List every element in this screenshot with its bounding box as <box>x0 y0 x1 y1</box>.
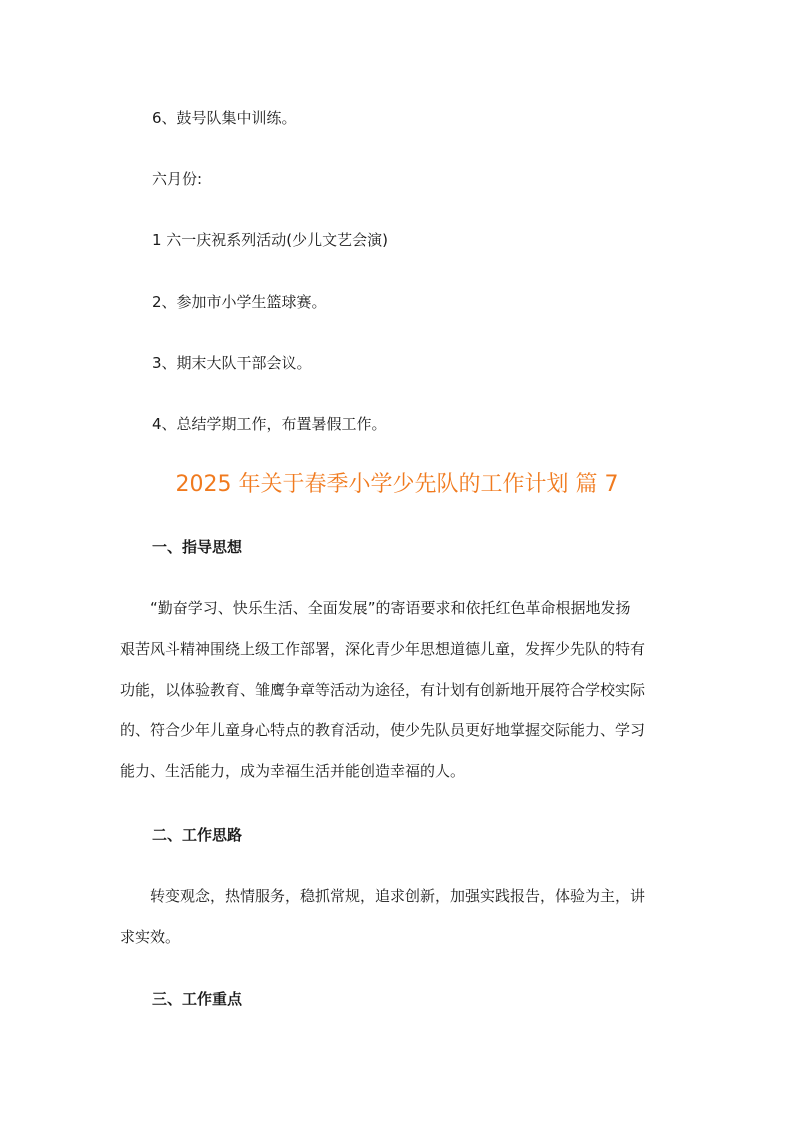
list-item: 六月份: <box>152 170 203 188</box>
list-item: 3、期末大队干部会议。 <box>152 354 312 372</box>
paragraph-line: 功能，以体验教育、雏鹰争章等活动为途径，有计划有创新地开展符合学校实际 <box>120 680 646 699</box>
paragraph-work-approach <box>120 876 680 958</box>
list-item: 6、鼓号队集中训练。 <box>152 109 297 127</box>
paragraph-line: 艰苦风斗精神围绕上级工作部署，深化青少年思想道德儿童，发挥少先队的特有 <box>120 639 646 658</box>
section-title: 2025 年关于春季小学少先队的工作计划 篇 7 <box>175 472 619 497</box>
paragraph-line: “勤奋学习、快乐生活、全面发展”的寄语要求和依托红色革命根据地发扬 <box>150 599 631 617</box>
paragraph-line: 转变观念，热情服务，稳抓常规，追求创新，加强实践报告，体验为主，讲 <box>150 887 646 905</box>
paragraph-guiding-ideology <box>120 588 680 792</box>
heading-work-focus: 三、工作重点 <box>152 990 243 1008</box>
list-item: 1 六一庆祝系列活动(少儿文艺会演) <box>152 231 389 249</box>
list-item: 2、参加市小学生篮球赛。 <box>152 293 327 311</box>
list-item: 4、总结学期工作，布置暑假工作。 <box>152 415 387 433</box>
paragraph-line: 能力、生活能力，成为幸福生活并能创造幸福的人。 <box>120 762 466 781</box>
heading-work-approach: 二、工作思路 <box>152 826 243 844</box>
heading-guiding-ideology: 一、指导思想 <box>152 538 243 556</box>
paragraph-line: 求实效。 <box>120 927 181 946</box>
paragraph-line: 的、符合少年儿童身心特点的教育活动，使少先队员更好地掌握交际能力、学习 <box>120 721 646 740</box>
